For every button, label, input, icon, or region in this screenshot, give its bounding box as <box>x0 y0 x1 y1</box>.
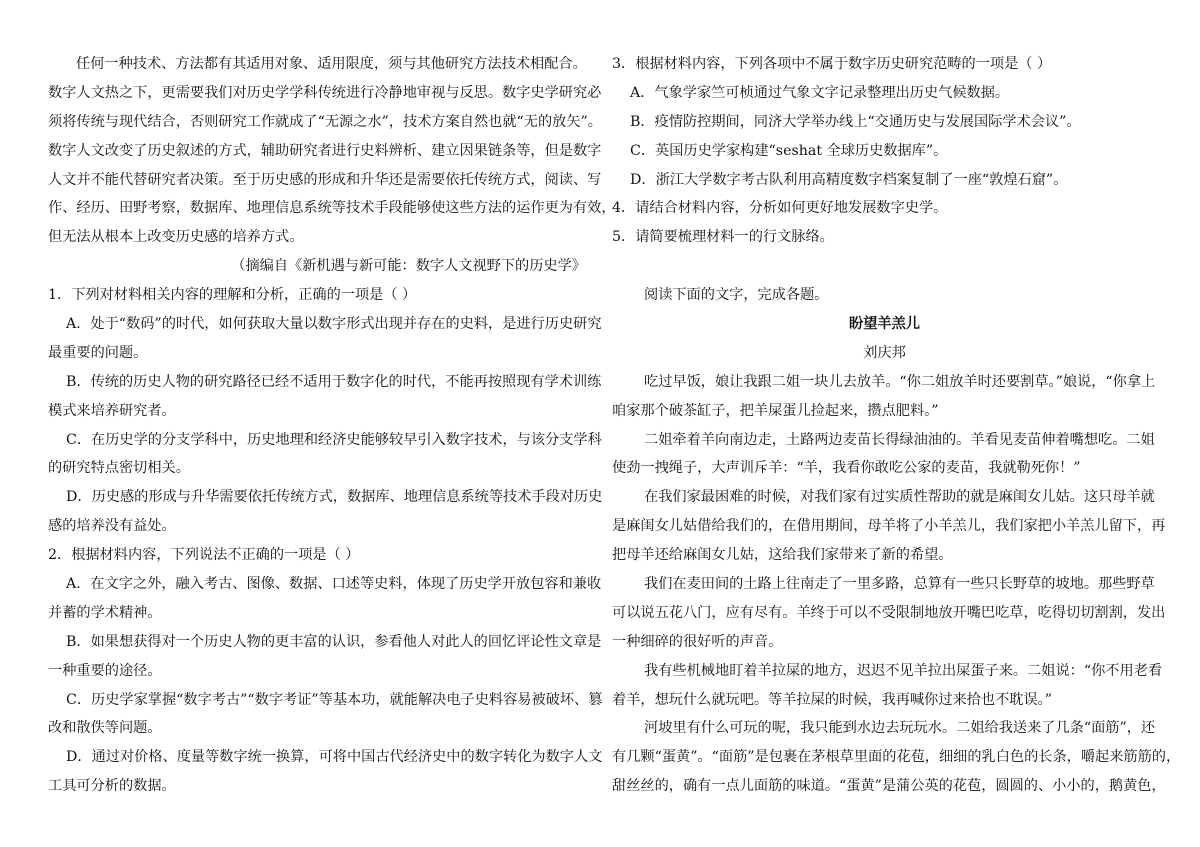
question-2-stem: 2．根据材料内容，下列说法不正确的一项是（ ） <box>48 547 360 564</box>
story-line: 把母羊还给麻闺女儿姑，这给我们家带来了新的希望。 <box>612 547 953 564</box>
story-line: 我有些机械地盯着羊拉屎的地方，迟迟不见羊拉出屎蛋子来。二姐说：“你不用老看 <box>644 662 1163 679</box>
option-line: B．传统的历史人物的研究路径已经不适用于数字化的时代，不能再按照现有学术训练 <box>66 373 602 390</box>
option-line: A．气象学家竺可桢通过气象文字记录整理出历史气候数据。 <box>630 84 1010 101</box>
passage-line: 作、经历、田野考察，数据库、地理信息系统等技术手段能够使这些方法的运作更为有效， <box>48 200 616 217</box>
story-line: 吃过早饭，娘让我跟二姐一块儿去放羊。“你二姐放羊时还要割草。”娘说，“你拿上 <box>644 373 1156 390</box>
reading-instruction: 阅读下面的文字，完成各题。 <box>644 287 829 304</box>
passage-excerpt <box>48 50 616 252</box>
source-citation: （摘编自《新机遇与新可能：数字人文视野下的历史学》 <box>231 258 586 275</box>
passage-line: 人文并不能代替研究者决策。至于历史感的形成和升华还是需要依托传统方式，阅读、写 <box>48 171 602 188</box>
story-line: 是麻闺女儿姑借给我们的，在借用期间，母羊将了小羊羔儿，我们家把小羊羔儿留下，再 <box>612 518 1166 535</box>
option-line: 最重要的问题。 <box>48 344 148 361</box>
option-line: C．英国历史学家构建“seshat 全球历史数据库”。 <box>630 142 948 159</box>
option-line: 改和散佚等问题。 <box>48 720 162 737</box>
story-line: 河坡里有什么可玩的呢，我只能到水边去玩玩水。二姐给我送来了几条“面筋”，还 <box>644 720 1156 737</box>
option-line: D．浙江大学数字考古队利用高精度数字档案复制了一座“敦煌石窟”。 <box>630 171 1068 188</box>
story-line: 甜丝丝的，确有一点儿面筋的味道。“蛋黄”是蒲公英的花苞，圆圆的、小小的，鹅黄色， <box>612 778 1166 795</box>
story-line: 二姐牵着羊向南边走，土路两边麦苗长得绿油油的。羊看见麦苗伸着嘴想吃。二姐 <box>644 431 1155 448</box>
option-line: B．如果想获得对一个历史人物的更丰富的认识，参看他人对此人的回忆评论性文章是 <box>66 633 602 650</box>
question-1-stem: 1．下列对材料相关内容的理解和分析，正确的一项是（ ） <box>48 287 417 304</box>
option-line: C．历史学家掌握“数字考古”“数字考证”等基本功，就能解决电子史料容易被破坏、篡 <box>66 691 603 708</box>
passage-line: 但无法从根本上改变历史感的培养方式。 <box>48 229 304 246</box>
option-line: A．在文字之外，融入考古、图像、数据、口述等史料，体现了历史学开放包容和兼收 <box>66 576 602 593</box>
option-line: C．在历史学的分支学科中，历史地理和经济史能够较早引入数字技术，与该分支学科 <box>66 431 602 448</box>
left-column <box>48 50 616 801</box>
passage-line: 数字人文改变了历史叙述的方式，辅助研究者进行史料辨析、建立因果链条等，但是数字 <box>48 142 602 159</box>
question-5: 5．请简要梳理材料一的行文脉络。 <box>612 229 834 246</box>
option-line: 的研究特点密切相关。 <box>48 460 190 477</box>
option-line: 工具可分析的数据。 <box>48 778 176 795</box>
story-line: 咱家那个破茶缸子，把羊屎蛋儿捡起来，攒点肥料。” <box>612 402 939 419</box>
option-line: D．历史感的形成与升华需要依托传统方式，数据库、地理信息系统等技术手段对历史 <box>66 489 603 506</box>
story-line: 在我们家最困难的时候，对我们家有过实质性帮助的就是麻闺女儿姑。这只母羊就 <box>644 489 1155 506</box>
spacer <box>612 252 1157 281</box>
story-line: 有几颗“蛋黄”。“面筋”是包裹在茅根草里面的花苞，细细的乳白色的长条，嚼起来筋筋的， <box>612 749 1181 766</box>
option-line: 并蓄的学术精神。 <box>48 604 162 621</box>
passage-line: 数字人文热之下，更需要我们对历史学学科传统进行冷静地审视与反思。数字史学研究必 <box>48 84 602 101</box>
question-3 <box>612 50 1157 194</box>
option-line: 感的培养没有益处。 <box>48 518 176 535</box>
question-2 <box>48 541 603 801</box>
option-line: B．疫情防控期间，同济大学举办线上“交通历史与发展国际学术会议”。 <box>630 113 1081 130</box>
passage-line: 须将传统与现代结合，否则研究工作就成了“无源之水”，技术方案自然也就“无的放矢”。 <box>48 113 602 130</box>
story-line: 一种细碎的很好听的声音。 <box>612 633 783 650</box>
question-1 <box>48 281 603 541</box>
story-title: 盼望羊羔儿 <box>849 316 920 333</box>
story-line: 着羊，想玩什么就玩吧。等羊拉屎的时候，我再喊你过来拾也不耽误。” <box>612 691 1052 708</box>
question-3-stem: 3．根据材料内容，下列各项中不属于数字历史研究范畴的一项是（ ） <box>612 56 1052 72</box>
passage-line: 任何一种技术、方法都有其适用对象、适用限度，须与其他研究方法技术相配合。 <box>76 56 587 72</box>
option-line: 模式来培养研究者。 <box>48 402 176 419</box>
story-line: 使劲一拽绳子，大声训斥羊：“羊，我看你敢吃公家的麦苗，我就勒死你！” <box>612 460 1081 477</box>
option-line: 一种重要的途径。 <box>48 662 162 679</box>
option-line: D．通过对价格、度量等数字统一换算，可将中国古代经济史中的数字转化为数字人文 <box>66 749 603 766</box>
story-body <box>612 368 1181 801</box>
right-column <box>612 50 1181 801</box>
story-author: 刘庆邦 <box>863 344 906 361</box>
option-line: A．处于“数码”的时代，如何获取大量以数字形式出现并存在的史料，是进行历史研究 <box>66 316 602 333</box>
story-line: 我们在麦田间的土路上往南走了一里多路，总算有一些只长野草的坡地。那些野草 <box>644 576 1155 593</box>
story-line: 可以说五花八门，应有尽有。羊终于可以不受限制地放开嘴巴吃草，吃得切切割割，发出 <box>612 604 1166 621</box>
question-4: 4．请结合材料内容，分析如何更好地发展数字史学。 <box>612 200 948 217</box>
